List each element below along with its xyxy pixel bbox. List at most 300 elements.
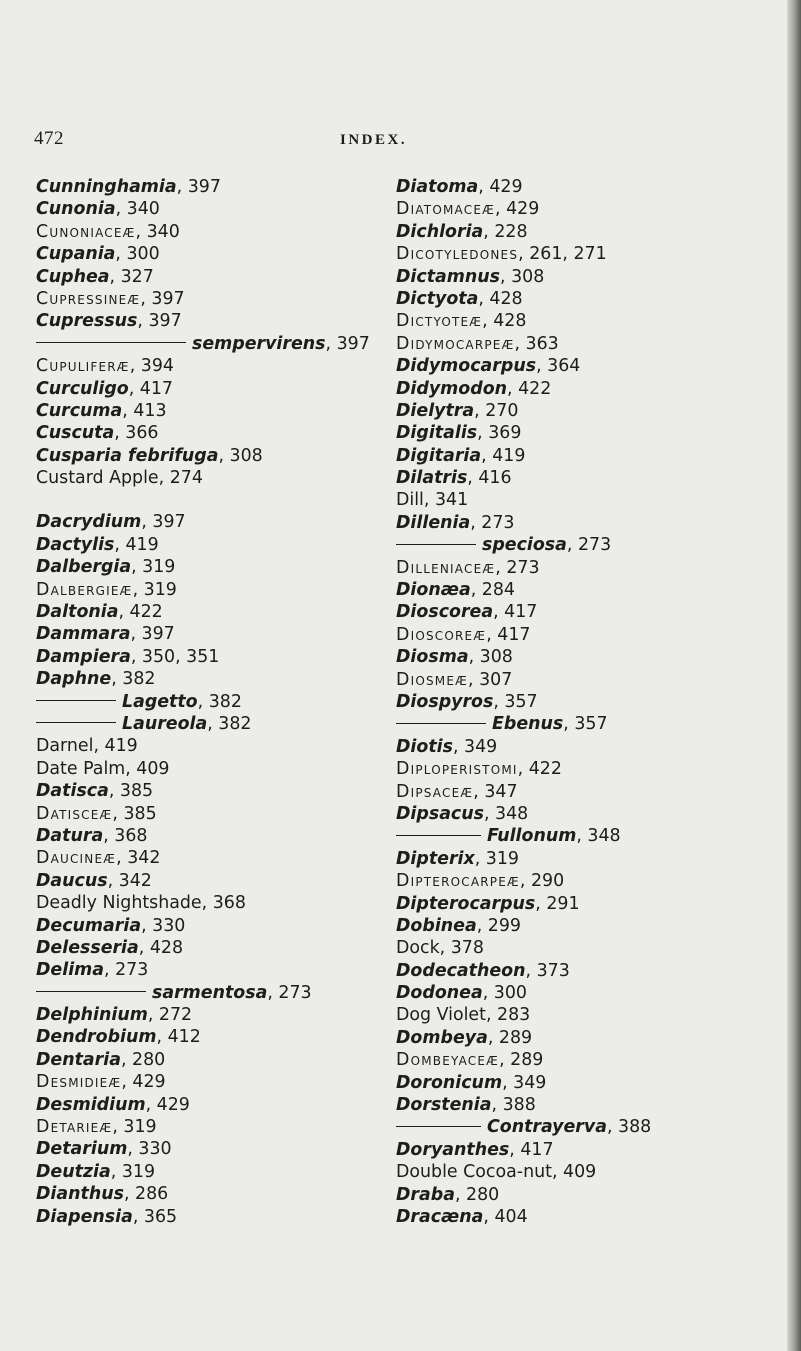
index-entry [396, 1184, 788, 1206]
entry-name: Cuscuta [36, 423, 115, 444]
entry-name: Dictyota [396, 288, 479, 309]
entry-name: Dipsaceæ [396, 781, 474, 802]
index-entry [36, 422, 386, 444]
entry-separator: , [103, 825, 115, 846]
index-entry [396, 758, 788, 780]
index-entry [36, 937, 386, 959]
entry-name: Dentaria [36, 1049, 121, 1070]
entry-name: Dianthus [36, 1184, 124, 1205]
entry-pages: 385 [123, 803, 157, 824]
entry-separator: , [325, 333, 337, 354]
entry-pages: 409 [136, 758, 170, 779]
entry-separator: , [500, 266, 512, 287]
entry-pages: 428 [489, 288, 523, 309]
entry-separator: , [115, 199, 127, 220]
entry-pages: 357 [574, 714, 608, 735]
index-entry [36, 288, 386, 310]
index-entry [396, 781, 788, 803]
entry-name: Dipsacus [396, 803, 484, 824]
index-entry [36, 870, 386, 892]
entry-name: Diotis [396, 736, 453, 757]
entry-name: Cusparia febrifuga [36, 445, 219, 466]
entry-name: Datisceæ [36, 803, 113, 824]
entry-name: Datisca [36, 781, 109, 802]
entry-name: Cupuliferæ [36, 356, 130, 377]
entry-separator: , [452, 736, 465, 757]
entry-name: Fullonum [487, 826, 577, 847]
entry-name: Diatomaceæ [396, 199, 495, 220]
entry-separator: , [536, 356, 548, 377]
index-entry [396, 1072, 788, 1094]
index-entry [36, 556, 386, 578]
ditto-dash [396, 835, 481, 836]
index-entry [396, 624, 788, 646]
index-entry [396, 198, 788, 220]
entry-name: Dilatris [396, 468, 468, 489]
entry-pages: 397 [187, 177, 221, 197]
entry-name: Contrayerva [487, 1117, 607, 1138]
ditto-dash [36, 991, 146, 992]
entry-name: Dendrobium [36, 1027, 157, 1048]
entry-pages: 428 [493, 311, 527, 332]
entry-separator: , [507, 378, 519, 399]
entry-pages: 280 [132, 1049, 166, 1070]
index-entry [396, 825, 788, 847]
index-entry [396, 713, 788, 735]
index-entry [36, 467, 386, 489]
entry-pages: 347 [484, 781, 518, 802]
index-entry [36, 735, 386, 757]
entry-name: Dictyoteæ [396, 311, 483, 332]
entry-name: Diosma [396, 647, 469, 668]
index-entry [396, 915, 788, 937]
ditto-dash [396, 1126, 481, 1127]
index-entry [36, 534, 386, 556]
entry-separator: , [158, 468, 170, 489]
index-entry [36, 221, 386, 243]
entry-pages: 417 [520, 1139, 554, 1160]
entry-separator: , [483, 803, 496, 824]
entry-pages: 397 [148, 311, 182, 332]
ditto-dash [396, 544, 476, 545]
index-entry [36, 803, 386, 825]
entry-pages: 428 [149, 937, 184, 958]
index-entry [396, 422, 788, 444]
entry-name: Diapensia [36, 1206, 133, 1227]
entry-pages: 422 [528, 759, 562, 780]
entry-name: Dammara [36, 624, 131, 645]
entry-separator: , [207, 713, 219, 734]
index-entry [36, 511, 386, 533]
entry-separator: , [493, 602, 505, 623]
entry-separator: , [491, 1095, 503, 1116]
entry-separator: , [509, 1139, 521, 1160]
index-entry [396, 937, 788, 959]
entry-name: Didymocarpus [396, 356, 537, 377]
entry-pages: 327 [120, 266, 154, 287]
entry-pages: 366 [125, 423, 159, 444]
ditto-dash [36, 722, 116, 723]
index-entry [36, 198, 386, 220]
entry-separator: , [477, 423, 489, 444]
entry-separator: , [495, 557, 507, 578]
entry-name: speciosa [482, 535, 567, 556]
entry-separator: , [111, 669, 123, 690]
entry-name: Draba [396, 1184, 455, 1205]
entry-separator: , [114, 423, 126, 444]
index-entry [396, 1004, 788, 1026]
entry-name: Dipterocarpus [396, 893, 536, 914]
entry-separator: , [118, 602, 130, 623]
entry-separator: , [141, 512, 153, 533]
entry-pages: 319 [121, 1161, 156, 1182]
entry-separator: , [112, 803, 124, 824]
entry-pages: 422 [518, 378, 552, 399]
entry-separator: , [145, 1094, 157, 1115]
entry-pages: 341 [434, 490, 469, 511]
index-entry [396, 1027, 788, 1049]
index-entry [36, 1026, 386, 1048]
entry-pages: 378 [450, 938, 484, 959]
entry-separator: , [132, 1206, 144, 1227]
entry-name: Delphinium [36, 1005, 148, 1026]
index-entry [396, 221, 788, 243]
index-entry [396, 489, 788, 511]
entry-name: Custard Apple [36, 468, 159, 489]
right-index-column [396, 176, 788, 1228]
entry-separator: , [474, 400, 486, 421]
entry-name: Daucus [36, 870, 108, 891]
entry-separator: , [93, 736, 105, 757]
entry-pages: 382 [208, 691, 242, 712]
entry-separator: , [499, 1050, 511, 1071]
entry-separator: , [495, 199, 507, 220]
index-entry [396, 534, 788, 556]
entry-pages: 417 [504, 602, 538, 623]
entry-name: Dipterix [396, 848, 475, 869]
entry-pages: 273 [506, 557, 540, 578]
index-entry [36, 1206, 386, 1228]
entry-pages: 273 [115, 960, 149, 981]
index-entry [396, 803, 788, 825]
entry-separator: , [108, 781, 120, 802]
index-entry [396, 982, 788, 1004]
entry-pages: 365 [143, 1206, 178, 1227]
entry-separator: , [120, 1049, 132, 1070]
entry-pages: 350, 351 [141, 646, 220, 667]
index-entry [396, 960, 788, 982]
entry-name: Dombeyaceæ [396, 1050, 500, 1071]
entry-pages: 429 [489, 177, 523, 197]
index-entry [396, 1049, 788, 1071]
entry-pages: 300 [126, 244, 160, 265]
entry-name: Didymocarpeæ [396, 333, 515, 354]
entry-pages: 429 [156, 1094, 190, 1115]
entry-pages: 319 [485, 848, 519, 869]
entry-separator: , [176, 177, 188, 197]
index-entry [396, 378, 788, 400]
entry-name: Daphne [36, 669, 112, 690]
entry-separator: , [110, 1161, 122, 1182]
entry-separator: , [125, 758, 137, 779]
entry-name: Dielytra [396, 400, 475, 421]
entry-pages: 373 [536, 960, 570, 981]
entry-name: Cunonia [36, 199, 116, 220]
index-entry [396, 400, 788, 422]
entry-separator: , [551, 1162, 563, 1183]
index-entry [396, 893, 788, 915]
entry-separator: , [109, 266, 121, 287]
entry-name: Dodonea [396, 983, 483, 1004]
entry-separator: , [482, 311, 494, 332]
entry-separator: , [104, 960, 116, 981]
entry-separator: , [502, 1072, 514, 1093]
entry-separator: , [140, 288, 152, 309]
entry-pages: 340 [126, 199, 160, 220]
entry-pages: 319 [123, 1117, 157, 1138]
index-entry [396, 1094, 788, 1116]
index-entry [36, 579, 386, 601]
entry-name: Deutzia [36, 1161, 111, 1182]
index-entry [396, 646, 788, 668]
entry-pages: 382 [218, 713, 252, 734]
entry-name: Dioscorea [396, 602, 494, 623]
entry-separator: , [473, 781, 485, 802]
entry-name: Cunninghamia [36, 177, 177, 197]
entry-name: Digitaria [396, 445, 482, 466]
entry-pages: 397 [152, 512, 186, 533]
entry-pages: 349 [464, 736, 498, 757]
entry-separator: , [131, 557, 143, 578]
entry-separator: , [566, 535, 578, 556]
entry-separator: , [482, 983, 494, 1004]
ditto-dash [36, 342, 186, 343]
entry-separator: , [576, 826, 588, 847]
entry-separator: , [128, 378, 140, 399]
entry-pages: 412 [167, 1027, 201, 1048]
entry-name: Dacrydium [36, 512, 142, 533]
entry-separator: , [141, 915, 153, 936]
entry-pages: 330 [138, 1139, 172, 1160]
ditto-dash [36, 700, 116, 701]
entry-name: Cupania [36, 244, 116, 265]
entry-name: Dracæna [396, 1206, 484, 1227]
index-entry [36, 400, 386, 422]
entry-pages: 280 [466, 1184, 500, 1205]
entry-pages: 397 [141, 624, 175, 645]
entry-separator: , [112, 1117, 124, 1138]
entry-name: Detarieæ [36, 1117, 113, 1138]
entry-pages: 429 [132, 1072, 166, 1093]
entry-separator: , [470, 512, 482, 533]
index-entry [396, 870, 788, 892]
entry-pages: 228 [494, 221, 528, 242]
entry-name: Diatoma [396, 177, 479, 197]
index-entry [36, 176, 386, 198]
entry-pages: 286 [135, 1184, 169, 1205]
entry-pages: 342 [127, 848, 161, 869]
entry-separator: , [476, 915, 488, 936]
entry-name: sarmentosa [152, 982, 268, 1003]
entry-separator: , [121, 1072, 133, 1093]
entry-separator: , [474, 848, 486, 869]
index-entry [36, 691, 386, 713]
index-entry [396, 736, 788, 758]
entry-pages: 419 [492, 445, 526, 466]
entry-separator: , [115, 244, 127, 265]
entry-name: Laureola [122, 713, 208, 734]
entry-name: Dalbergia [36, 557, 132, 578]
entry-separator: , [132, 579, 144, 600]
entry-separator: , [485, 1005, 497, 1026]
entry-separator: , [137, 311, 149, 332]
index-entry [396, 669, 788, 691]
index-entry [36, 1161, 386, 1183]
entry-separator: , [468, 647, 480, 668]
index-entry [36, 646, 386, 668]
entry-name: Cuphea [36, 266, 110, 287]
entry-separator: , [483, 1206, 495, 1227]
entry-name: Doryanthes [396, 1139, 510, 1160]
entry-name: Date Palm [36, 758, 126, 779]
index-entry [36, 623, 386, 645]
entry-pages: 404 [494, 1206, 528, 1227]
entry-pages: 299 [487, 915, 521, 936]
entry-name: Cupressineæ [36, 288, 141, 309]
page-number: 472 [34, 128, 64, 149]
index-entry [396, 512, 788, 534]
entry-separator: , [563, 714, 575, 735]
index-entry [36, 1094, 386, 1116]
entry-separator: , [467, 468, 479, 489]
index-entry [36, 378, 386, 400]
entry-name: Dill [396, 490, 424, 511]
entry-pages: 308 [511, 266, 545, 287]
entry-separator: , [439, 938, 451, 959]
entry-pages: 394 [140, 356, 174, 377]
entry-name: Dionæa [396, 580, 471, 601]
entry-name: Desmidium [36, 1094, 146, 1115]
entry-name: Cunoniaceæ [36, 221, 136, 242]
entry-separator: , [129, 356, 141, 377]
entry-name: Dombeya [396, 1027, 488, 1048]
entry-pages: 368 [212, 893, 246, 914]
entry-name: Dictamnus [396, 266, 500, 287]
left-index-column [36, 176, 386, 1228]
entry-pages: 307 [479, 669, 513, 690]
entry-pages: 319 [143, 579, 177, 600]
entry-separator: , [606, 1117, 619, 1138]
entry-pages: 348 [587, 826, 621, 847]
index-entry [36, 601, 386, 623]
entry-pages: 417 [139, 378, 173, 399]
entry-name: Dog Violet [396, 1005, 486, 1026]
entry-separator: , [493, 691, 505, 712]
entry-pages: 348 [495, 803, 529, 824]
entry-pages: 429 [506, 199, 540, 220]
index-entry [396, 848, 788, 870]
index-entry [36, 1138, 386, 1160]
entry-name: Dillenia [396, 512, 471, 533]
entry-separator: , [107, 870, 119, 891]
entry-pages: 409 [563, 1162, 597, 1183]
entry-separator: , [127, 1139, 139, 1160]
entry-pages: 270 [485, 400, 519, 421]
entry-name: Decumaria [36, 915, 142, 936]
entry-separator: , [201, 893, 213, 914]
entry-pages: 388 [502, 1095, 536, 1116]
entry-name: Dodecatheon [396, 960, 526, 981]
entry-name: Dactylis [36, 534, 115, 555]
index-entry [36, 445, 386, 467]
entry-separator: , [267, 982, 279, 1003]
entry-pages: 416 [478, 468, 512, 489]
index-entry [396, 243, 788, 265]
entry-pages: 330 [152, 915, 186, 936]
entry-pages: 413 [133, 400, 167, 421]
index-entry [36, 333, 386, 355]
index-entry [36, 847, 386, 869]
index-entry [36, 758, 386, 780]
entry-name: Diospyros [396, 691, 494, 712]
index-entry [36, 982, 386, 1004]
entry-pages: 397 [151, 288, 185, 309]
entry-pages: 422 [129, 602, 163, 623]
entry-separator: , [454, 1184, 466, 1205]
entry-separator: , [487, 1027, 499, 1048]
entry-separator: , [423, 490, 435, 511]
entry-pages: 308 [229, 445, 263, 466]
index-entry [396, 333, 788, 355]
entry-pages: 364 [547, 356, 581, 377]
entry-pages: 272 [158, 1005, 193, 1026]
entry-separator: , [519, 871, 531, 892]
entry-name: sempervirens [192, 333, 326, 354]
entry-name: Darnel [36, 736, 94, 757]
entry-name: Dioscoreæ [396, 624, 487, 645]
index-entry [36, 266, 386, 288]
entry-pages: 290 [530, 871, 565, 892]
entry-pages: 419 [104, 736, 138, 757]
entry-separator: , [138, 937, 150, 958]
index-entry [36, 959, 386, 981]
entry-name: Diploperistomi [396, 759, 518, 780]
entry-name: Curcuma [36, 400, 123, 421]
entry-name: Lagetto [122, 691, 198, 712]
entry-name: Didymodon [396, 378, 508, 399]
entry-name: Digitalis [396, 423, 478, 444]
entry-pages: 273 [481, 512, 515, 533]
entry-separator: , [483, 221, 495, 242]
entry-separator: , [130, 624, 142, 645]
entry-pages: 308 [479, 647, 513, 668]
entry-name: Dobinea [396, 915, 477, 936]
index-entry [36, 915, 386, 937]
index-entry [36, 1183, 386, 1205]
entry-separator: , [147, 1005, 159, 1026]
entry-separator: , [122, 400, 134, 421]
entry-separator: , [478, 177, 490, 197]
entry-name: Double Cocoa-nut [396, 1162, 552, 1183]
index-entry [396, 691, 788, 713]
index-entry [396, 601, 788, 623]
entry-separator: , [535, 893, 547, 914]
entry-name: Delesseria [36, 937, 139, 958]
entry-name: Dichloria [396, 221, 484, 242]
entry-pages: 284 [481, 580, 515, 601]
index-entry [36, 243, 386, 265]
index-entry [36, 825, 386, 847]
